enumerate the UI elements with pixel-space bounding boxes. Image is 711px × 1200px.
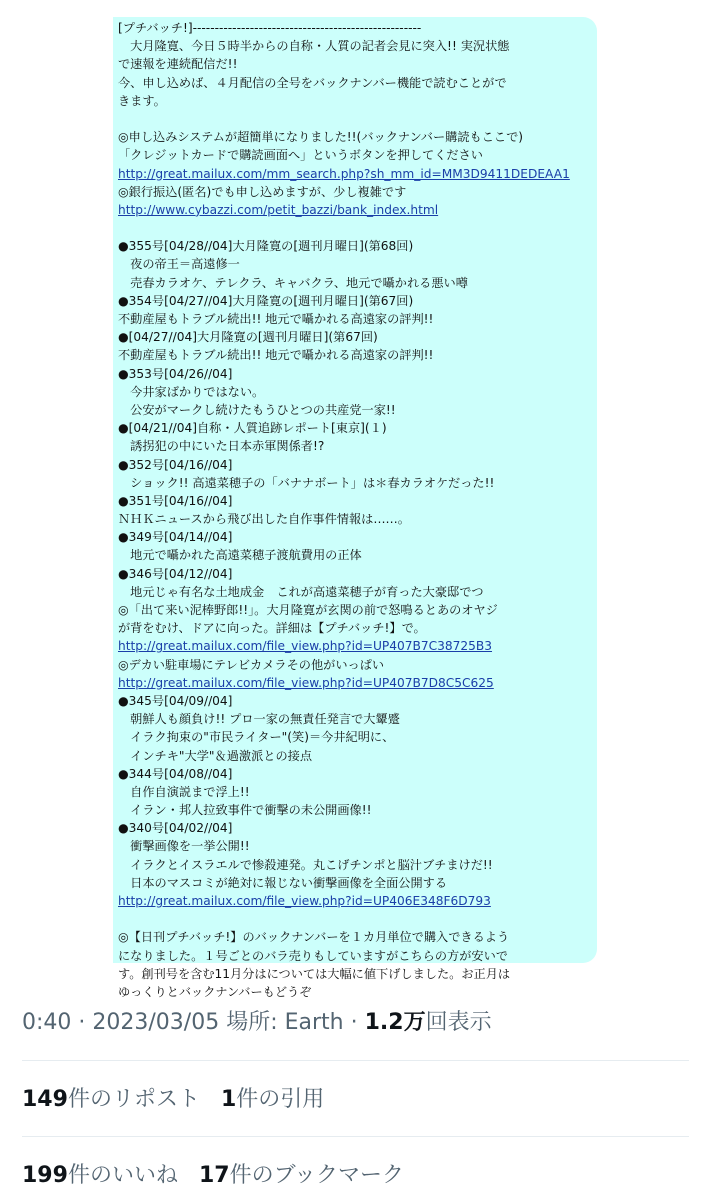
likes-label: 件のいいね bbox=[67, 1163, 178, 1188]
newsletter-line: ゆっくりとバックナンバーもどうぞ bbox=[118, 984, 312, 999]
newsletter-line: ◎デカい駐車場にテレビカメラその他がいっぱい bbox=[118, 657, 385, 672]
likes-link[interactable] bbox=[22, 1163, 178, 1188]
newsletter-line: ◎申し込みシステムが超簡単になりました!!(バックナンバー購読もここで) bbox=[118, 130, 524, 145]
newsletter-url-link[interactable]: http://great.mailux.com/file_view.php?id=UP407B7C38725B3 bbox=[118, 639, 493, 654]
newsletter-url-link[interactable]: http://great.mailux.com/file_view.php?id=UP406E348F6D793 bbox=[118, 894, 491, 908]
newsletter-line: ●353号[04/26//04] bbox=[118, 366, 233, 381]
newsletter-line: 公安がマークし続けたもうひとつの共産党一家!! bbox=[118, 402, 396, 417]
divider bbox=[22, 1060, 689, 1061]
newsletter-line: ●[04/21//04]自称・人質追跡レポート[東京](１) bbox=[118, 421, 387, 436]
newsletter-line: インチキ"大学"＆過激派との接点 bbox=[118, 748, 313, 763]
newsletter-line: ●[04/27//04]大月隆寛の[週刊月曜日](第67回) bbox=[118, 330, 378, 345]
newsletter-line: ●354号[04/27//04]大月隆寛の[週刊月曜日](第67回) bbox=[118, 293, 414, 308]
newsletter-line: ●346号[04/12//04] bbox=[118, 566, 233, 581]
attached-screenshot-image[interactable] bbox=[113, 17, 597, 999]
blank-line bbox=[118, 219, 597, 237]
newsletter-line: イラン・邦人拉致事件で衝撃の未公開画像!! bbox=[118, 803, 372, 818]
newsletter-line: 不動産屋もトラブル続出!! 地元で囁かれる高遠家の評判!! bbox=[118, 312, 434, 326]
blank-line bbox=[118, 110, 597, 128]
bookmarks-count: 17 bbox=[198, 1163, 230, 1188]
newsletter-line: 「クレジットカードで購読画面へ」というボタンを押してください bbox=[118, 148, 483, 163]
tweet-time[interactable]: 0:40 bbox=[22, 1010, 72, 1035]
newsletter-line: 誘拐犯の中にいた日本赤軍関係者!? bbox=[118, 439, 325, 454]
newsletter-line: イラク拘束の"市民ライター"(笑)＝今井紀明に、 bbox=[118, 730, 395, 745]
newsletter-url-link[interactable]: http://www.cybazzi.com/petit_bazzi/bank_index.html bbox=[118, 202, 439, 217]
newsletter-line: きます。 bbox=[118, 93, 166, 108]
reposts-link[interactable] bbox=[22, 1087, 200, 1112]
newsletter-text bbox=[113, 17, 597, 1001]
newsletter-line: ●344号[04/08//04] bbox=[118, 766, 233, 781]
newsletter-line: 不動産屋もトラブル続出!! 地元で囁かれる高遠家の評判!! bbox=[118, 348, 434, 363]
blank-line bbox=[118, 910, 597, 928]
newsletter-line: ●355号[04/28//04]大月隆寛の[週刊月曜日](第68回) bbox=[118, 239, 414, 254]
newsletter-line: 夜の帝王＝高遠修一 bbox=[118, 257, 240, 272]
tweet-metadata bbox=[22, 1005, 492, 1036]
newsletter-line: ●345号[04/09//04] bbox=[118, 693, 233, 708]
newsletter-line: ●340号[04/02//04] bbox=[118, 821, 233, 836]
separator-dot: · bbox=[343, 1010, 365, 1035]
newsletter-line: イラクとイスラエルで惨殺連発。丸こげチンポと脳汁ブチまけだ!! bbox=[118, 857, 493, 872]
newsletter-line: ◎【日刊プチバッチ!】のバックナンバーを１カ月単位で購入できるよう bbox=[118, 930, 510, 945]
reposts-count: 149 bbox=[22, 1087, 68, 1112]
newsletter-line: 日本のマスコミが絶対に報じない衝撃画像を全面公開する bbox=[118, 875, 448, 890]
quotes-count: 1 bbox=[220, 1087, 237, 1112]
newsletter-line: 今、申し込めば、４月配信の全号をバックナンバー機能で読むことがで bbox=[118, 75, 507, 90]
newsletter-line: 自作自演説まで浮上!! bbox=[118, 784, 250, 799]
newsletter-line: ●352号[04/16//04] bbox=[118, 457, 233, 472]
newsletter-line: ＮＨＫニュースから飛び出した自作事件情報は……。 bbox=[118, 512, 410, 527]
newsletter-url-link[interactable]: http://great.mailux.com/file_view.php?id=UP407B7D8C5C625 bbox=[118, 675, 494, 690]
newsletter-line: 売春カラオケ、テレクラ、キャバクラ、地元で囁かれる悪い噂 bbox=[118, 275, 468, 290]
newsletter-line: が背をむけ、ドアに向った。詳細は【プチバッチ!】で。 bbox=[118, 621, 426, 636]
likes-count: 199 bbox=[22, 1163, 68, 1188]
bookmarks-label: 件のブックマーク bbox=[229, 1163, 405, 1188]
bookmarks-link[interactable] bbox=[199, 1163, 404, 1188]
engagement-row-2 bbox=[22, 1158, 418, 1189]
newsletter-line: [プチバッチ!]---------------------------------------------------- bbox=[118, 21, 422, 35]
tweet-date[interactable]: 2023/03/05 bbox=[92, 1010, 220, 1035]
newsletter-line: す。創刊号を含む11月分はについては大幅に値下げしました。お正月は bbox=[118, 966, 511, 981]
newsletter-line: 衝撃画像を一挙公開!! bbox=[118, 839, 250, 854]
newsletter-line: ショック!! 高遠菜穂子の「バナナボート」は＊春カラオケだった!! bbox=[118, 475, 495, 490]
newsletter-line: 地元じゃ有名な土地成金 これが高遠菜穂子が育った大豪邸でつ bbox=[118, 584, 484, 599]
divider bbox=[22, 1136, 689, 1137]
newsletter-line: ●351号[04/16//04] bbox=[118, 493, 233, 508]
reposts-label: 件のリポスト bbox=[67, 1087, 200, 1112]
newsletter-line: 大月隆寛、今日５時半からの自称・人質の記者会見に突入!! 実況状態 bbox=[118, 39, 510, 54]
quotes-label: 件の引用 bbox=[236, 1087, 325, 1112]
newsletter-line: で速報を連続配信だ!! bbox=[118, 57, 238, 72]
newsletter-line: になりました。１号ごとのバラ売りもしていますがこちらの方が安いで bbox=[118, 948, 508, 963]
newsletter-line: ●349号[04/14//04] bbox=[118, 530, 233, 545]
newsletter-line: 地元で囁かれた高遠菜穂子渡航費用の正体 bbox=[118, 548, 362, 563]
newsletter-line: ◎銀行振込(匿名)でも申し込めますが、少し複雑です bbox=[118, 184, 407, 199]
newsletter-line: 今井家ばかりではない。 bbox=[118, 384, 265, 399]
tweet-location: 場所: Earth bbox=[226, 1010, 344, 1035]
newsletter-url-link[interactable]: http://great.mailux.com/mm_search.php?sh_mm_id=MM3D9411DEDEAA1 bbox=[118, 166, 570, 181]
quotes-link[interactable] bbox=[221, 1087, 324, 1112]
views-unit: 万 bbox=[403, 1010, 426, 1035]
newsletter-line: 朝鮮人も顔負け!! プロ一家の無責任発言で大顰蹙 bbox=[118, 712, 400, 727]
engagement-row-1 bbox=[22, 1082, 338, 1113]
newsletter-line: ◎「出て来い泥棒野郎!!」。大月隆寛が玄関の前で怒鳴るとあのオヤジ bbox=[118, 603, 498, 617]
views-label: 回表示 bbox=[425, 1010, 492, 1035]
separator-dot: · bbox=[71, 1010, 93, 1035]
views-count: 1.2 bbox=[364, 1010, 404, 1035]
